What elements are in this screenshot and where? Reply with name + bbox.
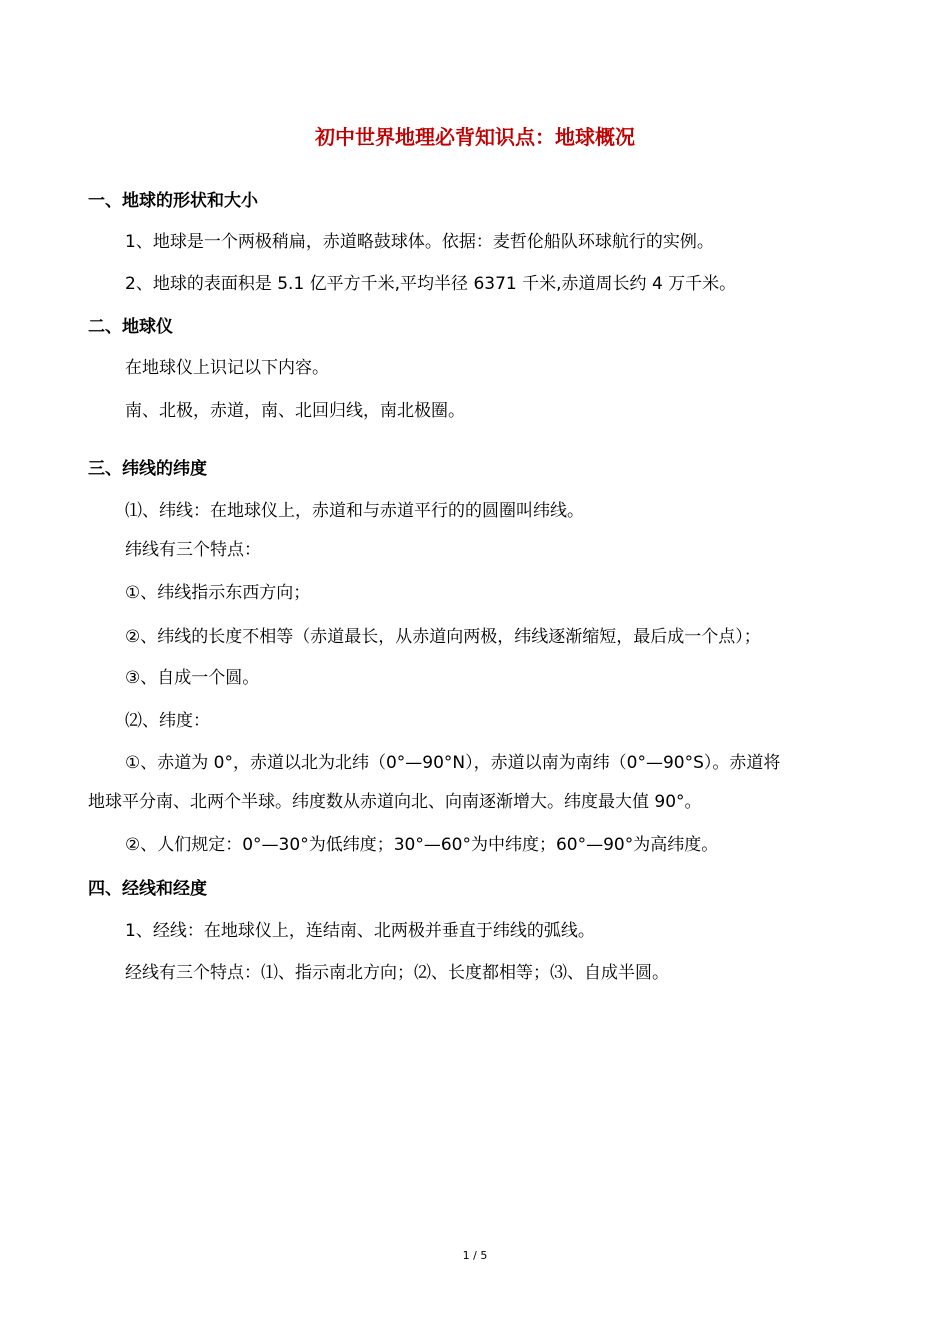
paragraph-line: 纬线有三个特点： (125, 540, 261, 560)
paragraph-line: ①、赤道为 0°，赤道以北为北纬（0°—90°N），赤道以南为南纬（0°—90°S）。赤道将 (125, 753, 781, 773)
section-heading-globe: 二、地球仪 (88, 317, 173, 337)
paragraph-line: ②、人们规定：0°—30°为低纬度；30°—60°为中纬度；60°—90°为高纬度。 (125, 835, 719, 855)
paragraph-line: ⑵、纬度： (125, 711, 210, 731)
paragraph-line: 南、北极，赤道，南、北回归线，南北极圈。 (125, 401, 465, 421)
paragraph-line: 在地球仪上识记以下内容。 (125, 358, 329, 378)
section-heading-shape-size: 一、地球的形状和大小 (88, 191, 258, 211)
page-number: 1 / 5 (462, 1249, 488, 1262)
paragraph-line: 1、经线：在地球仪上，连结南、北两极并垂直于纬线的弧线。 (125, 921, 595, 941)
section-heading-latitude: 三、纬线的纬度 (88, 459, 207, 479)
document-title: 初中世界地理必背知识点：地球概况 (315, 125, 635, 149)
paragraph-line: 经线有三个特点：⑴、指示南北方向；⑵、长度都相等；⑶、自成半圆。 (125, 963, 669, 983)
paragraph-line: 1、地球是一个两极稍扁，赤道略鼓球体。依据：麦哲伦船队环球航行的实例。 (125, 232, 714, 252)
paragraph-line: ②、纬线的长度不相等（赤道最长，从赤道向两极，纬线逐渐缩短，最后成一个点）； (125, 627, 761, 647)
paragraph-line: ⑴、纬线：在地球仪上，赤道和与赤道平行的的圆圈叫纬线。 (125, 501, 584, 521)
paragraph-line: 2、地球的表面积是 5.1 亿平方千米,平均半径 6371 千米,赤道周长约 4 万千米。 (125, 274, 737, 294)
paragraph-line: ③、自成一个圆。 (125, 668, 260, 688)
section-heading-longitude: 四、经线和经度 (88, 879, 207, 899)
paragraph-line: ①、纬线指示东西方向； (125, 583, 311, 603)
paragraph-line: 地球平分南、北两个半球。纬度数从赤道向北、向南逐渐增大。纬度最大值 90°。 (88, 792, 702, 812)
